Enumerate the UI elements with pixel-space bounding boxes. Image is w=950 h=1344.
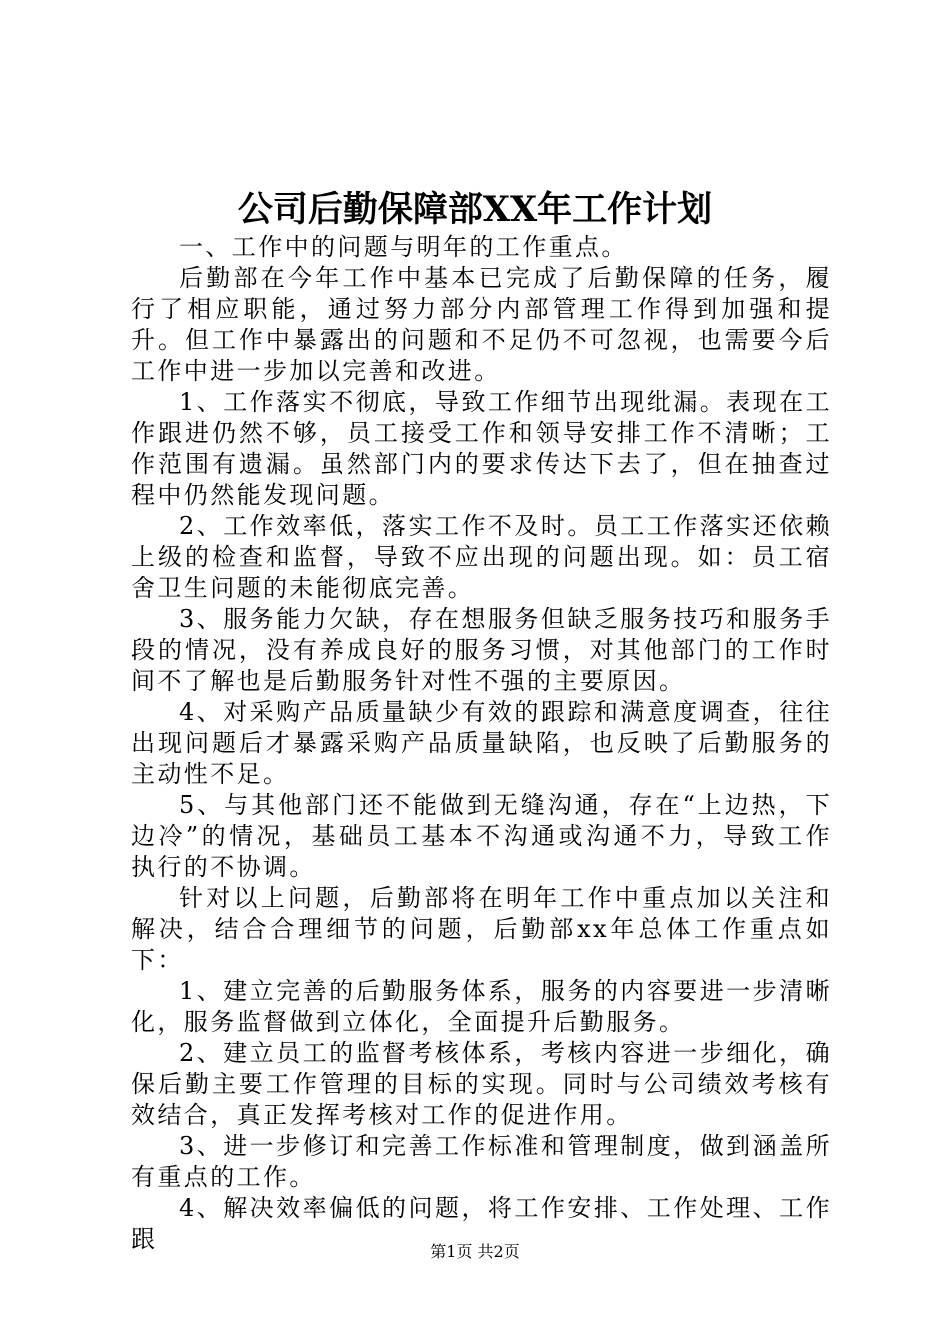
focus-item-1: 1、建立完善的后勤服务体系，服务的内容要进一步清晰化，服务监督做到立体化，全面提升后勤服务。 [131,977,832,1036]
problem-item-1: 1、工作落实不彻底，导致工作细节出现纰漏。表现在工作跟进仍然不够，员工接受工作和领导安排工作不清晰；工作范围有遗漏。虽然部门内的要求传达下去了，但在抽查过程中仍然能发现问题。 [131,388,832,509]
transition-paragraph: 针对以上问题，后勤部将在明年工作中重点加以关注和解决，结合合理细节的问题，后勤部xx年总体工作重点如下： [131,884,832,974]
document-body [131,232,832,1255]
problem-item-3: 3、服务能力欠缺，存在想服务但缺乏服务技巧和服务手段的情况，没有养成良好的服务习惯，对其他部门的工作时间不了解也是后勤服务针对性不强的主要原因。 [131,605,832,695]
section-heading: 一、工作中的问题与明年的工作重点。 [179,233,628,261]
focus-item-4: 4、解决效率偏低的问题，将工作安排、工作处理、工作跟 [131,1194,832,1253]
page-footer: 第1页 共2页 [430,1242,520,1261]
document-title: 公司后勤保障部XX年工作计划 [237,189,713,230]
problem-item-2: 2、工作效率低，落实工作不及时。员工工作落实还依赖上级的检查和监督，导致不应出现的问题出现。如：员工宿舍卫生问题的未能彻底完善。 [131,512,832,602]
problem-item-5: 5、与其他部门还不能做到无缝沟通，存在“上边热，下边冷”的情况，基础员工基本不沟通或沟通不力，导致工作执行的不协调。 [131,791,832,881]
focus-item-2: 2、建立员工的监督考核体系，考核内容进一步细化，确保后勤主要工作管理的目标的实现。同时与公司绩效考核有效结合，真正发挥考核对工作的促进作用。 [131,1039,832,1129]
intro-paragraph: 后勤部在今年工作中基本已完成了后勤保障的任务，履行了相应职能，通过努力部分内部管理工作得到加强和提升。但工作中暴露出的问题和不足仍不可忽视，也需要今后工作中进一步加以完善和改进。 [131,264,832,385]
focus-item-3: 3、进一步修订和完善工作标准和管理制度，做到涵盖所有重点的工作。 [131,1132,832,1191]
problem-item-4: 4、对采购产品质量缺少有效的跟踪和满意度调查，往往出现问题后才暴露采购产品质量缺陷，也反映了后勤服务的主动性不足。 [131,698,832,788]
